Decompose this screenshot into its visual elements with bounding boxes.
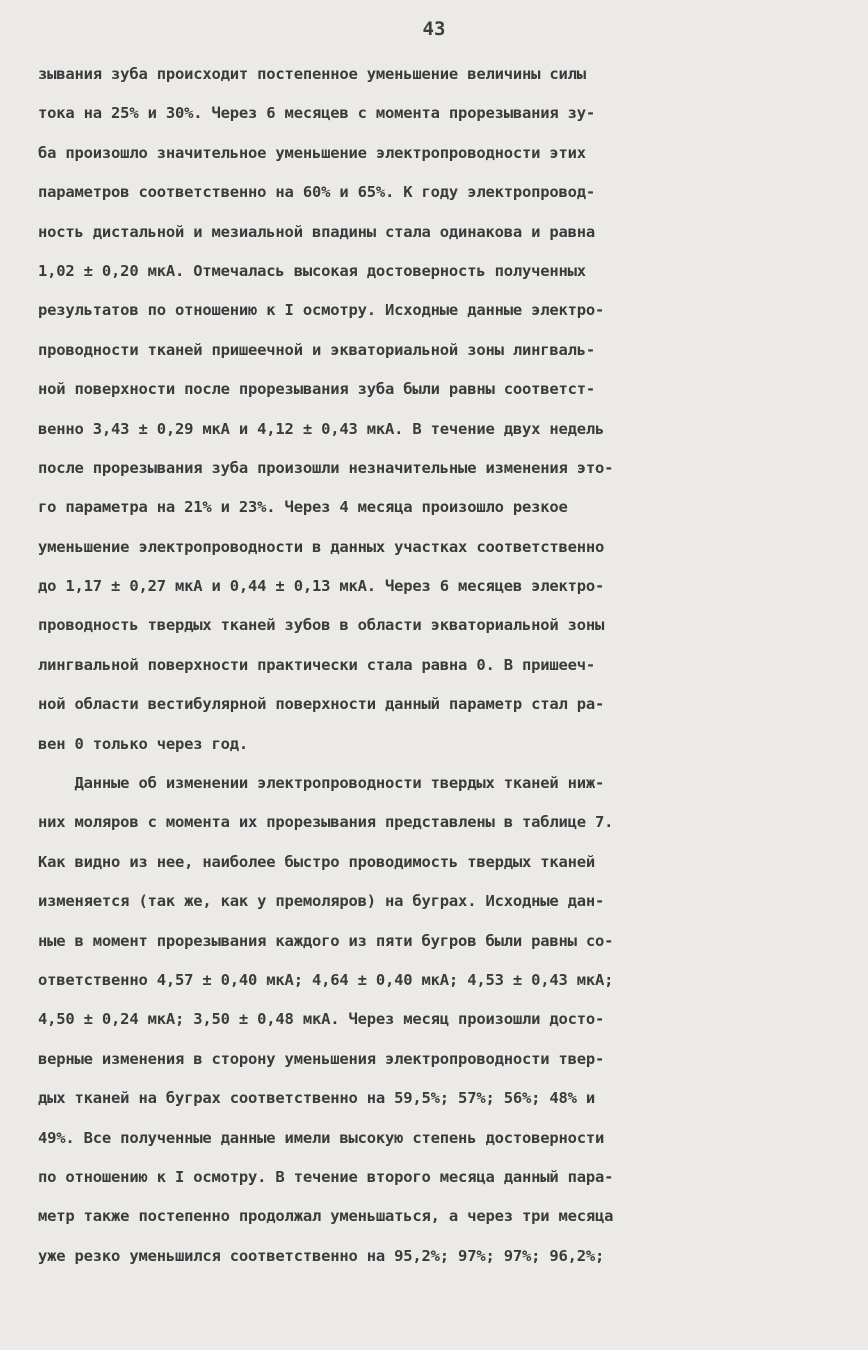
paragraph-2 <box>38 764 838 1276</box>
text-line: ные в момент прорезывания каждого из пяти бугров были равны со- <box>38 931 614 950</box>
text-line: изменяется (так же, как у премоляров) на буграх. Исходные дан- <box>38 892 605 911</box>
text-line: Как видно из нее, наиболее быстро проводимость твердых тканей <box>38 852 596 871</box>
text-line: Данные об изменении электропроводности твердых тканей ниж- <box>38 774 605 793</box>
text-line: зывания зуба происходит постепенное уменьшение величины силы <box>38 65 586 83</box>
text-line: метр также постепенно продолжал уменьшаться, а через три месяца <box>38 1207 614 1226</box>
text-line: по отношению к I осмотру. В течение второго месяца данный пара- <box>38 1167 614 1186</box>
text-line: ответственно 4,57 ± 0,40 мкА; 4,64 ± 0,40 мкА; 4,53 ± 0,43 мкА; <box>38 970 614 989</box>
text-line: лингвальной поверхности практически стала равна 0. В пришееч- <box>38 655 596 674</box>
text-line: после прорезывания зуба произошли незначительные изменения это- <box>38 458 614 477</box>
text-line: 4,50 ± 0,24 мкА; 3,50 ± 0,48 мкА. Через месяц произошли досто- <box>38 1010 605 1029</box>
page-number: 43 <box>422 18 446 40</box>
paragraph-1 <box>38 55 838 764</box>
text-line: го параметра на 21% и 23%. Через 4 месяца произошло резкое <box>38 498 568 517</box>
text-line: дых тканей на буграх соответственно на 59,5%; 57%; 56%; 48% и <box>38 1089 596 1108</box>
text-line: до 1,17 ± 0,27 мкА и 0,44 ± 0,13 мкА. Через 6 месяцев электро- <box>38 577 605 596</box>
text-line: ность дистальной и мезиальной впадины стала одинакова и равна <box>38 222 596 241</box>
text-line: 1,02 ± 0,20 мкА. Отмечалась высокая достоверность полученных <box>38 261 586 280</box>
text-line: уже резко уменьшился соответственно на 95,2%; 97%; 97%; 96,2%; <box>38 1246 605 1265</box>
text-line: них моляров с момента их прорезывания представлены в таблице 7. <box>38 813 614 832</box>
text-line: ной поверхности после прорезывания зуба были равны соответст- <box>38 380 596 399</box>
body-text <box>38 55 838 1276</box>
text-line: ной области вестибулярной поверхности данный параметр стал ра- <box>38 695 605 714</box>
text-line: ба произошло значительное уменьшение электропроводности этих <box>38 143 586 162</box>
text-line: тока на 25% и 30%. Через 6 месяцев с момента прорезывания зу- <box>38 104 596 123</box>
text-line: проводность твердых тканей зубов в области экваториальной зоны <box>38 616 605 635</box>
text-line: вен 0 только через год. <box>38 734 249 753</box>
text-line: венно 3,43 ± 0,29 мкА и 4,12 ± 0,43 мкА. В течение двух недель <box>38 419 605 438</box>
text-line: параметров соответственно на 60% и 65%. К году электропровод- <box>38 183 596 202</box>
text-line: результатов по отношению к I осмотру. Исходные данные электро- <box>38 301 605 320</box>
text-line: 49%. Все полученные данные имели высокую степень достоверности <box>38 1128 605 1147</box>
text-line: верные изменения в сторону уменьшения электропроводности твер- <box>38 1049 605 1068</box>
text-line: проводности тканей пришеечной и экваториальной зоны лингваль- <box>38 340 596 359</box>
text-line: уменьшение электропроводности в данных участках соответственно <box>38 537 605 556</box>
